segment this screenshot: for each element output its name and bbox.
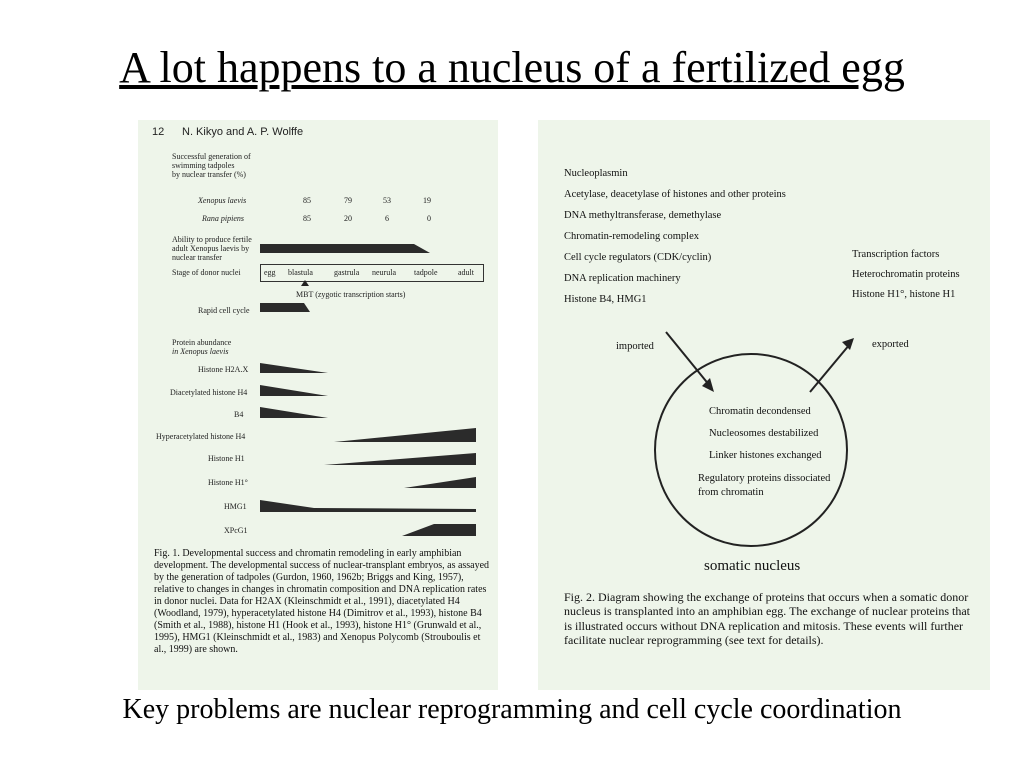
stage-neurula: neurula (372, 268, 396, 277)
species-rana: Rana pipiens (202, 214, 244, 223)
bar-h2ax (260, 363, 328, 373)
protein-hyperacetylated-h4: Hyperacetylated histone H4 (156, 432, 246, 441)
fig2-caption: Fig. 2. Diagram showing the exchange of proteins that occurs when a somatic donor nucleus is transplanted into an amphibian egg. The exchange of nuclear proteins that is illustrated occurs without DNA replication and mitosis. These events will further facilitate nuclear reprogramming (see text for details). (564, 590, 970, 648)
fertile-bar (260, 244, 430, 253)
bar-diacetylated-h4 (260, 385, 328, 396)
exported-item-1: Transcription factors (852, 249, 940, 260)
xenopus-value-4: 19 (423, 196, 431, 205)
rana-value-4: 0 (427, 214, 431, 223)
imported-item-6: DNA replication machinery (564, 273, 681, 284)
success-label-2: swimming tadpoles (172, 161, 235, 170)
inside-item-3: Linker histones exchanged (709, 450, 822, 461)
rapid-cycle-bar (260, 303, 310, 312)
protein-label-2: in Xenopus laevis (172, 347, 229, 356)
inside-item-1: Chromatin decondensed (709, 406, 811, 417)
exported-label: exported (872, 339, 909, 350)
rana-value-3: 6 (385, 214, 389, 223)
stage-egg: egg (264, 268, 276, 277)
fig1-authors: N. Kikyo and A. P. Wolffe (182, 126, 304, 138)
rana-value-2: 20 (344, 214, 352, 223)
success-label-1: Successful generation of (172, 152, 251, 161)
stage-gastrula: gastrula (334, 268, 360, 277)
fig1-caption: Fig. 1. Developmental success and chromatin remodeling in early amphibian development. The developmental success of nuclear-transplant embryos, as assayed by the generation of tadpoles (Gurdon, 1960, 1962b; Briggs and King, 1957), relative to changes in changes in chromatin composition and DNA replication rates in donor nuclei. Data for H2AX (Kleinschmidt et al., 1991), diacetylated H4 (Woodland, 1979), hyperacetylated histone H4 (Dimitrov et al., 1993), histone B4 (Smith et al., 1988), histone H1 (Hook et al., 1993), histone H1° (Grunwald et al., 1995), HMG1 (Kleinschmidt et al., 1983) and Xenopus Polycomb (Strouboulis et al., 1999) are shown. (154, 548, 490, 655)
fertile-label-2: adult Xenopus laevis by (172, 244, 250, 253)
slide-subtitle: Key problems are nuclear reprogramming and cell cycle coordination (122, 694, 902, 725)
rapid-cycle-label: Rapid cell cycle (198, 306, 250, 315)
exported-item-2: Heterochromatin proteins (852, 269, 960, 280)
fertile-label-3: nuclear transfer (172, 253, 222, 262)
imported-item-1: Nucleoplasmin (564, 168, 628, 179)
species-xenopus: Xenopus laevis (198, 196, 247, 205)
imported-item-2: Acetylase, deacetylase of histones and other proteins (564, 189, 786, 200)
slide-title: A lot happens to a nucleus of a fertilized egg (119, 43, 905, 92)
bar-hyperacetylated-h4 (334, 428, 476, 442)
imported-item-4: Chromatin-remodeling complex (564, 231, 700, 242)
xenopus-value-3: 53 (383, 196, 391, 205)
protein-diacetylated-h4: Diacetylated histone H4 (170, 388, 248, 397)
inside-item-2: Nucleosomes destabilized (709, 428, 819, 439)
xenopus-value-2: 79 (344, 196, 352, 205)
protein-h2ax: Histone H2A.X (198, 365, 249, 374)
mbt-arrow (301, 280, 309, 286)
inside-item-4: Regulatory proteins dissociated (698, 473, 831, 484)
stage-adult: adult (458, 268, 474, 277)
import-arrow-head (702, 378, 714, 392)
bar-hmg1 (260, 500, 476, 512)
somatic-nucleus-label: somatic nucleus (704, 558, 801, 574)
mbt-label: MBT (zygotic transcription starts) (296, 290, 406, 299)
protein-xpcg1: XPcG1 (224, 526, 248, 535)
protein-histone-h1: Histone H1 (208, 454, 245, 463)
inside-item-5: from chromatin (698, 487, 764, 498)
protein-b4: B4 (234, 410, 244, 419)
protein-hmg1: HMG1 (224, 502, 247, 511)
fig1-page-number: 12 (152, 126, 165, 138)
bar-histone-h1-zero (404, 477, 476, 488)
bar-xpcg1 (402, 524, 476, 536)
figure-2-panel (538, 120, 990, 690)
imported-label: imported (616, 341, 654, 352)
protein-label-1: Protein abundance (172, 338, 232, 347)
imported-item-7: Histone B4, HMG1 (564, 294, 647, 305)
fig1-bar-shapes (138, 120, 498, 560)
rana-value-1: 85 (303, 214, 311, 223)
stage-label: Stage of donor nuclei (172, 268, 241, 277)
protein-histone-h1-zero: Histone H1° (208, 478, 248, 487)
exported-item-3: Histone H1°, histone H1 (852, 289, 956, 300)
xenopus-value-1: 85 (303, 196, 311, 205)
stage-tadpole: tadpole (414, 268, 438, 277)
fig2-diagram (538, 120, 990, 560)
bar-b4 (260, 407, 328, 418)
export-arrow-head (842, 338, 854, 350)
success-label-3: by nuclear transfer (%) (172, 170, 246, 179)
fertile-label-1: Ability to produce fertile (172, 235, 252, 244)
imported-item-5: Cell cycle regulators (CDK/cyclin) (564, 252, 712, 263)
bar-histone-h1 (324, 453, 476, 465)
figure-1-panel (138, 120, 498, 690)
export-arrow-line (810, 344, 850, 392)
imported-item-3: DNA methyltransferase, demethylase (564, 210, 722, 221)
stage-blastula: blastula (288, 268, 313, 277)
